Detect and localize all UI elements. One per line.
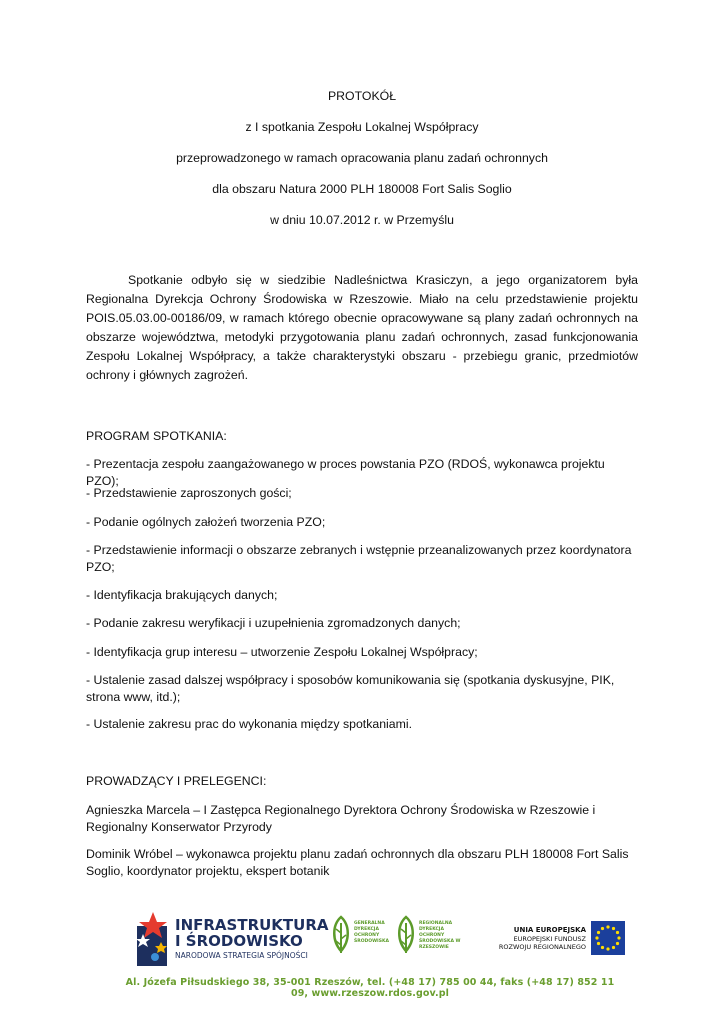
eu-fund-text: UNIA EUROPEJSKA EUROPEJSKI FUNDUSZ ROZWOJU REGIONALNEGO bbox=[498, 926, 586, 951]
program-item: - Ustalenie zasad dalszej współpracy i sposobów komunikowania się (spotkania dyskusyjne, PIK, strona www, itd.); bbox=[86, 673, 615, 704]
infrastruktura-logo bbox=[135, 912, 329, 968]
infrastruktura-emblem-icon bbox=[135, 912, 171, 968]
header-line-4: w dniu 10.07.2012 r. w Przemyślu bbox=[270, 213, 454, 227]
header-line-2: przeprowadzonego w ramach opracowania planu zadań ochronnych bbox=[176, 151, 548, 165]
program-item: - Identyfikacja grup interesu – utworzenie Zespołu Lokalnej Współpracy; bbox=[86, 645, 478, 659]
presenters-heading: PROWADZĄCY I PRELEGENCI: bbox=[86, 774, 267, 788]
leaf-icon bbox=[330, 915, 352, 955]
program-item: - Ustalenie zakresu prac do wykonania między spotkaniami. bbox=[86, 717, 413, 731]
document-title: PROTOKÓŁ bbox=[327, 89, 397, 103]
gdos-logo bbox=[330, 915, 396, 963]
rdos-logo bbox=[395, 915, 461, 963]
intro-paragraph: Spotkanie odbyło się w siedzibie Nadleśnictwa Krasiczyn, a jego organizatorem była Regionalna Dyrekcja Ochrony Środowiska w Rzeszowie. Miało na celu przedstawienie projektu POIS.05.03.00-00186/09, w ramach którego obecnie opracowywane są plany zadań ochronnych na obszarze województwa, metodyki przygotowania planu zadań ochronnych, zasad funkcjonowania Zespołu Lokalnej Współpracy, a także charakterystyki obszaru - przebiegu granic, przedmiotów ochrony i głównych zagrożeń. bbox=[86, 273, 638, 382]
presenter-item: Dominik Wróbel – wykonawca projektu planu zadań ochronnych dla obszaru PLH 180008 Fort Salis Soglio, koordynator projektu, ekspert botanik bbox=[86, 847, 629, 878]
leaf-icon bbox=[395, 915, 417, 955]
program-item: - Podanie zakresu weryfikacji i uzupełnienia zgromadzonych danych; bbox=[86, 616, 461, 630]
gdos-text: GENERALNA DYREKCJA OCHRONY ŚRODOWISKA bbox=[354, 921, 389, 944]
infrastruktura-subtitle: NARODOWA STRATEGIA SPÓJNOŚCI bbox=[175, 951, 308, 960]
header-line-1: z I spotkania Zespołu Lokalnej Współpracy bbox=[245, 120, 479, 134]
eu-flag-icon bbox=[591, 921, 625, 955]
program-item: - Przedstawienie informacji o obszarze zebranych i wstępnie przeanalizowanych przez koordynatora PZO; bbox=[86, 543, 632, 574]
footer-address: Al. Józefa Piłsudskiego 38, 35-001 Rzeszów, tel. (+48 17) 785 00 44, faks (+48 17) 852 11 09, www.rzeszow.rdos.gov.pl bbox=[125, 977, 615, 999]
header-line-3: dla obszaru Natura 2000 PLH 180008 Fort Salis Soglio bbox=[212, 182, 512, 196]
program-item: - Przedstawienie zaproszonych gości; bbox=[86, 486, 292, 500]
program-item: - Identyfikacja brakujących danych; bbox=[86, 588, 278, 602]
infrastruktura-title: INFRASTRUKTURA I ŚRODOWISKO bbox=[175, 916, 329, 950]
program-heading: PROGRAM SPOTKANIA: bbox=[86, 429, 227, 443]
program-item: - Podanie ogólnych założeń tworzenia PZO; bbox=[86, 515, 326, 529]
program-item: - Prezentacja zespołu zaangażowanego w proces powstania PZO (RDOŚ, wykonawca projektu PZO); bbox=[86, 457, 605, 488]
rdos-text: REGIONALNA DYREKCJA OCHRONY ŚRODOWISKA W RZESZOWIE bbox=[419, 921, 461, 950]
presenter-item: Agnieszka Marcela – I Zastępca Regionalnego Dyrektora Ochrony Środowiska w Rzeszowie i Regionalny Konserwator Przyrody bbox=[86, 803, 596, 834]
